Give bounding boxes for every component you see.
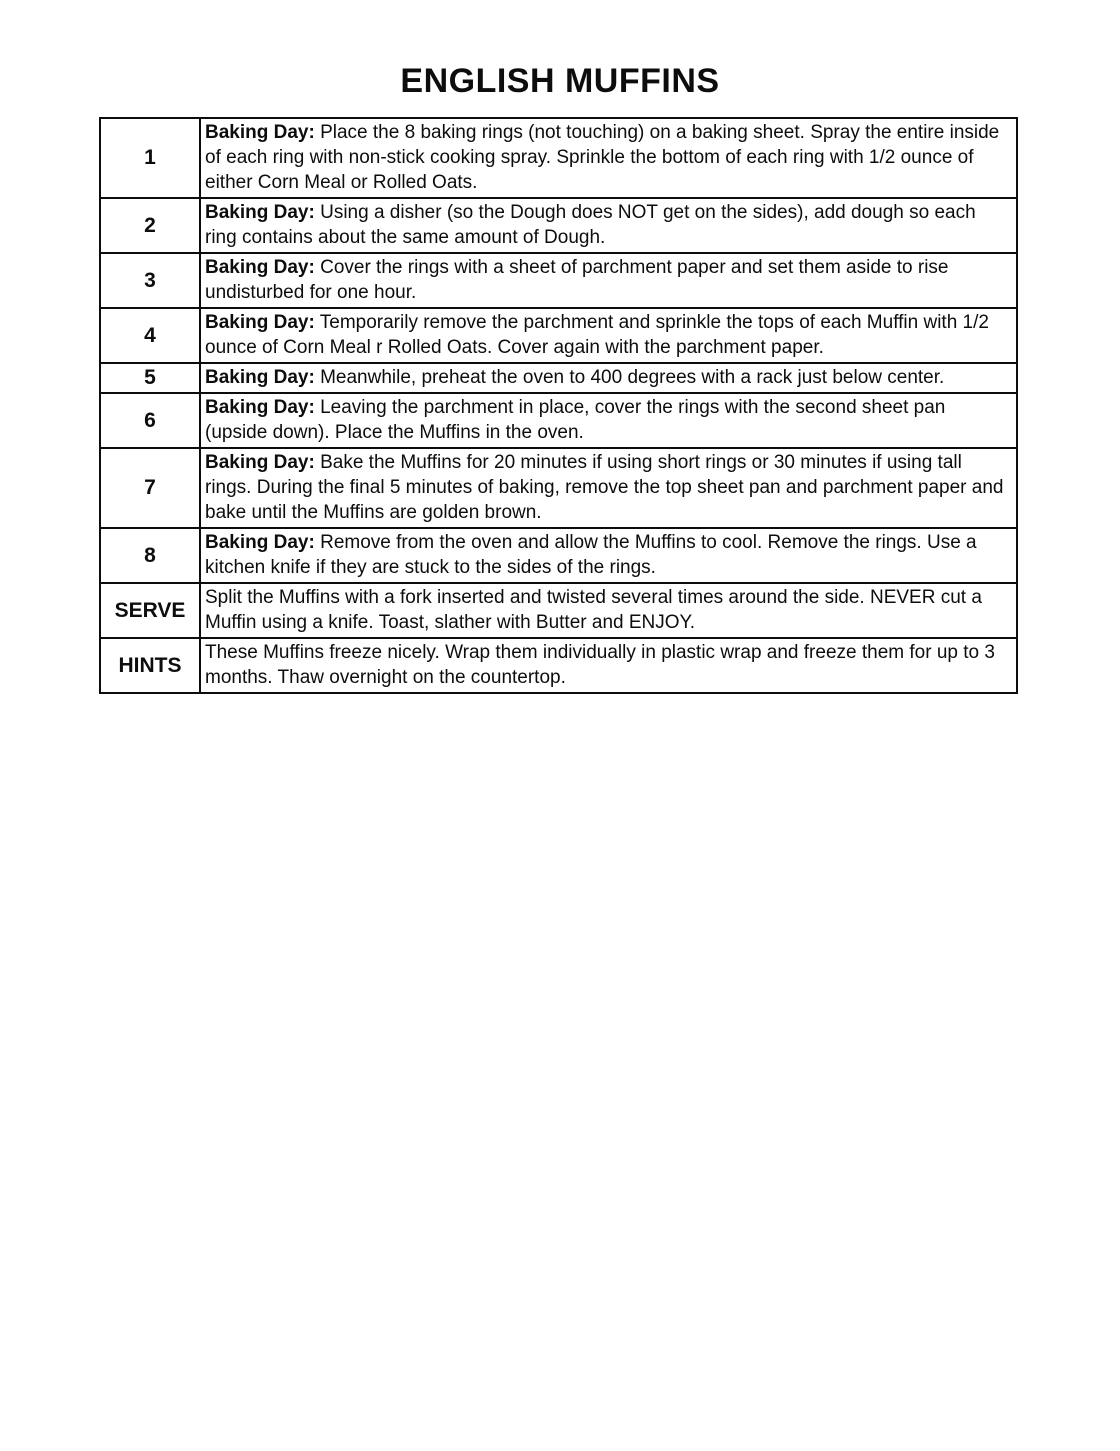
step-label: 8	[100, 528, 200, 583]
table-row	[100, 308, 1017, 363]
table-row	[100, 638, 1017, 693]
step-instructions	[200, 363, 1017, 393]
recipe-table-body	[100, 118, 1017, 693]
step-prefix: Baking Day:	[205, 202, 315, 223]
step-prefix: Baking Day:	[205, 257, 315, 278]
recipe-steps-table	[99, 117, 1018, 694]
step-text: Meanwhile, preheat the oven to 400 degrees with a rack just below center.	[320, 367, 945, 388]
step-text: Cover the rings with a sheet of parchment paper and set them aside to rise undisturbed for one hour.	[205, 257, 949, 303]
step-label: 6	[100, 393, 200, 448]
step-label: 3	[100, 253, 200, 308]
step-text: Using a disher (so the Dough does NOT get on the sides), add dough so each ring contains about the same amount of Dough.	[205, 202, 976, 248]
step-label: 4	[100, 308, 200, 363]
step-instructions	[200, 528, 1017, 583]
table-row	[100, 393, 1017, 448]
step-prefix: Baking Day:	[205, 452, 315, 473]
table-row	[100, 583, 1017, 638]
step-text: Split the Muffins with a fork inserted and twisted several times around the side. NEVER cut a Muffin using a knife. Toast, slather with Butter and ENJOY.	[205, 587, 982, 633]
step-instructions	[200, 583, 1017, 638]
step-instructions	[200, 118, 1017, 198]
step-text: Leaving the parchment in place, cover the rings with the second sheet pan (upside down). Place the Muffins in the oven.	[205, 397, 946, 443]
step-prefix: Baking Day:	[205, 122, 315, 143]
step-label: HINTS	[100, 638, 200, 693]
step-instructions	[200, 638, 1017, 693]
table-row	[100, 118, 1017, 198]
step-text: Remove from the oven and allow the Muffins to cool. Remove the rings. Use a kitchen knife if they are stuck to the sides of the rings.	[205, 532, 977, 578]
step-instructions	[200, 308, 1017, 363]
table-row	[100, 528, 1017, 583]
step-prefix: Baking Day:	[205, 532, 315, 553]
step-text: These Muffins freeze nicely. Wrap them individually in plastic wrap and freeze them for up to 3 months. Thaw overnight on the countertop.	[205, 642, 995, 688]
step-label: 5	[100, 363, 200, 393]
step-prefix: Baking Day:	[205, 312, 315, 333]
table-row	[100, 253, 1017, 308]
step-instructions	[200, 198, 1017, 253]
step-label: 2	[100, 198, 200, 253]
step-text: Temporarily remove the parchment and sprinkle the tops of each Muffin with 1/2 ounce of Corn Meal r Rolled Oats. Cover again with the parchment paper.	[205, 312, 989, 358]
step-prefix: Baking Day:	[205, 367, 315, 388]
table-row	[100, 448, 1017, 528]
step-text: Place the 8 baking rings (not touching) on a baking sheet. Spray the entire inside of each ring with non-stick cooking spray. Sprinkle the bottom of each ring with 1/2 ounce of either Corn Meal or Rolled Oats.	[205, 122, 1000, 193]
step-prefix: Baking Day:	[205, 397, 315, 418]
table-row	[100, 198, 1017, 253]
step-label: SERVE	[100, 583, 200, 638]
step-label: 7	[100, 448, 200, 528]
step-text: Bake the Muffins for 20 minutes if using short rings or 30 minutes if using tall rings. During the final 5 minutes of baking, remove the top sheet pan and parchment paper and bake until the Muffins are golden brown.	[205, 452, 1004, 523]
table-row	[100, 363, 1017, 393]
page-title: ENGLISH MUFFINS	[400, 62, 720, 100]
step-label: 1	[100, 118, 200, 198]
step-instructions	[200, 393, 1017, 448]
step-instructions	[200, 253, 1017, 308]
step-instructions	[200, 448, 1017, 528]
